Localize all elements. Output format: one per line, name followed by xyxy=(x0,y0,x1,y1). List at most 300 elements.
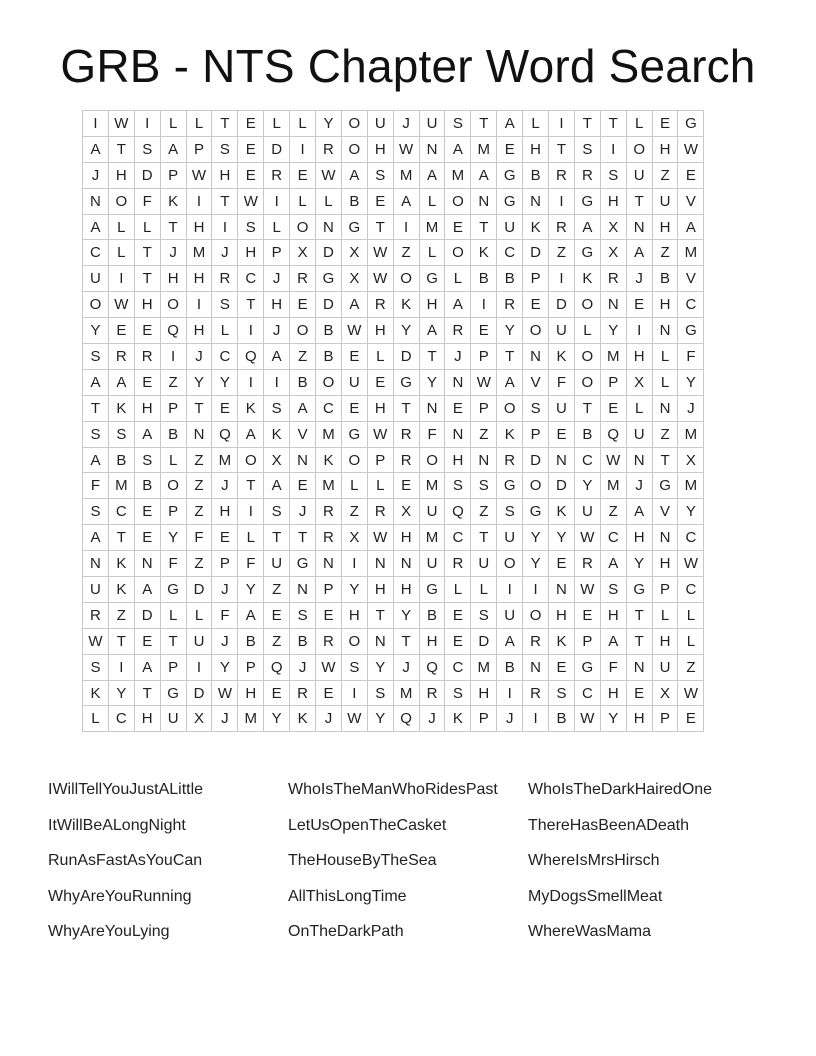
grid-cell: W xyxy=(341,706,367,732)
grid-cell: Z xyxy=(290,344,316,370)
grid-cell: H xyxy=(626,525,652,551)
grid-cell: W xyxy=(678,136,704,162)
grid-cell: S xyxy=(445,111,471,137)
grid-cell: B xyxy=(419,602,445,628)
grid-cell: X xyxy=(393,499,419,525)
grid-cell: J xyxy=(212,577,238,603)
grid-cell: Z xyxy=(652,421,678,447)
grid-cell: R xyxy=(290,680,316,706)
grid-cell: M xyxy=(678,421,704,447)
grid-cell: I xyxy=(186,654,212,680)
grid-cell: J xyxy=(212,473,238,499)
grid-cell: A xyxy=(419,318,445,344)
grid-cell: E xyxy=(290,473,316,499)
grid-cell: R xyxy=(574,162,600,188)
grid-cell: J xyxy=(264,266,290,292)
grid-cell: D xyxy=(186,680,212,706)
grid-cell: W xyxy=(238,188,264,214)
grid-cell: L xyxy=(186,111,212,137)
grid-cell: S xyxy=(264,499,290,525)
grid-cell: I xyxy=(549,266,575,292)
word-list-item: ItWillBeALongNight xyxy=(48,816,186,834)
grid-cell: K xyxy=(238,395,264,421)
page-title: GRB - NTS Chapter Word Search xyxy=(60,40,756,92)
grid-cell: P xyxy=(600,369,626,395)
grid-cell: H xyxy=(419,628,445,654)
grid-cell: L xyxy=(316,188,342,214)
grid-cell: S xyxy=(367,162,393,188)
grid-row xyxy=(83,680,704,706)
grid-cell: T xyxy=(264,525,290,551)
grid-cell: Y xyxy=(367,706,393,732)
grid-cell: K xyxy=(549,628,575,654)
grid-cell: Q xyxy=(445,499,471,525)
grid-cell: T xyxy=(600,111,626,137)
grid-cell: L xyxy=(652,369,678,395)
grid-cell: N xyxy=(83,188,109,214)
grid-cell: E xyxy=(523,292,549,318)
grid-cell: O xyxy=(341,136,367,162)
grid-cell: H xyxy=(626,706,652,732)
grid-cell: B xyxy=(316,318,342,344)
grid-cell: C xyxy=(445,525,471,551)
grid-cell: Z xyxy=(652,240,678,266)
grid-cell: L xyxy=(445,266,471,292)
grid-cell: T xyxy=(83,395,109,421)
grid-cell: A xyxy=(264,344,290,370)
grid-cell: T xyxy=(238,292,264,318)
grid-cell: J xyxy=(678,395,704,421)
grid-cell: M xyxy=(393,680,419,706)
grid-cell: I xyxy=(341,551,367,577)
grid-cell: T xyxy=(134,240,160,266)
grid-cell: J xyxy=(393,111,419,137)
grid-cell: A xyxy=(134,654,160,680)
grid-cell: O xyxy=(574,369,600,395)
grid-cell: H xyxy=(238,680,264,706)
grid-cell: R xyxy=(497,292,523,318)
grid-cell: O xyxy=(523,602,549,628)
grid-cell: S xyxy=(445,680,471,706)
grid-cell: O xyxy=(83,292,109,318)
grid-cell: Y xyxy=(186,369,212,395)
grid-cell: L xyxy=(83,706,109,732)
grid-cell: N xyxy=(652,525,678,551)
grid-cell: Q xyxy=(264,654,290,680)
grid-cell: A xyxy=(108,369,134,395)
grid-cell: B xyxy=(290,369,316,395)
grid-cell: E xyxy=(134,318,160,344)
grid-cell: O xyxy=(419,447,445,473)
grid-cell: Z xyxy=(264,628,290,654)
grid-cell: E xyxy=(678,162,704,188)
grid-cell: M xyxy=(212,447,238,473)
grid-cell: S xyxy=(549,680,575,706)
grid-cell: S xyxy=(264,395,290,421)
grid-cell: U xyxy=(652,654,678,680)
grid-cell: U xyxy=(626,162,652,188)
grid-cell: X xyxy=(290,240,316,266)
grid-cell: N xyxy=(134,551,160,577)
word-list-item: WhoIsTheManWhoRidesPast xyxy=(288,781,498,798)
grid-cell: S xyxy=(134,447,160,473)
grid-cell: V xyxy=(290,421,316,447)
grid-cell: H xyxy=(471,680,497,706)
grid-cell: H xyxy=(212,499,238,525)
grid-cell: M xyxy=(108,473,134,499)
grid-cell: N xyxy=(316,551,342,577)
grid-cell: G xyxy=(341,421,367,447)
grid-cell: G xyxy=(316,266,342,292)
grid-cell: Z xyxy=(264,577,290,603)
grid-cell: H xyxy=(367,136,393,162)
grid-cell: P xyxy=(186,136,212,162)
grid-cell: S xyxy=(574,136,600,162)
grid-cell: D xyxy=(264,136,290,162)
grid-cell: K xyxy=(445,706,471,732)
grid-cell: Z xyxy=(549,240,575,266)
grid-cell: Z xyxy=(678,654,704,680)
grid-cell: I xyxy=(264,369,290,395)
grid-cell: Y xyxy=(316,111,342,137)
grid-cell: H xyxy=(264,292,290,318)
grid-cell: G xyxy=(341,214,367,240)
grid-cell: W xyxy=(367,525,393,551)
grid-cell: T xyxy=(393,628,419,654)
grid-cell: M xyxy=(471,136,497,162)
grid-cell: E xyxy=(549,654,575,680)
grid-cell: G xyxy=(160,680,186,706)
grid-cell: X xyxy=(678,447,704,473)
grid-cell: T xyxy=(108,525,134,551)
word-list-item: WhoIsTheDarkHairedOne xyxy=(528,781,713,798)
grid-cell: A xyxy=(600,551,626,577)
grid-cell: A xyxy=(471,162,497,188)
grid-cell: C xyxy=(678,525,704,551)
grid-cell: M xyxy=(678,473,704,499)
grid-cell: I xyxy=(186,188,212,214)
grid-cell: W xyxy=(367,240,393,266)
grid-cell: U xyxy=(549,395,575,421)
grid-cell: N xyxy=(316,214,342,240)
grid-row xyxy=(83,551,704,577)
grid-cell: N xyxy=(626,654,652,680)
grid-cell: C xyxy=(678,292,704,318)
grid-cell: S xyxy=(83,421,109,447)
grid-cell: R xyxy=(445,551,471,577)
grid-cell: U xyxy=(497,525,523,551)
grid-cell: C xyxy=(574,680,600,706)
grid-cell: E xyxy=(678,706,704,732)
grid-cell: S xyxy=(83,654,109,680)
grid-cell: F xyxy=(678,344,704,370)
grid-cell: F xyxy=(134,188,160,214)
grid-cell: L xyxy=(160,602,186,628)
grid-cell: J xyxy=(290,499,316,525)
word-list-item: WhyAreYouRunning xyxy=(48,887,192,905)
grid-cell: H xyxy=(186,318,212,344)
grid-cell: Y xyxy=(264,706,290,732)
grid-cell: H xyxy=(186,266,212,292)
letter-grid xyxy=(82,110,704,732)
grid-cell: C xyxy=(574,447,600,473)
grid-cell: K xyxy=(83,680,109,706)
grid-cell: C xyxy=(445,654,471,680)
grid-cell: W xyxy=(367,421,393,447)
grid-cell: M xyxy=(445,162,471,188)
grid-cell: D xyxy=(134,602,160,628)
grid-cell: I xyxy=(264,188,290,214)
grid-cell: E xyxy=(549,551,575,577)
grid-cell: U xyxy=(626,421,652,447)
grid-cell: X xyxy=(626,369,652,395)
grid-cell: S xyxy=(523,395,549,421)
grid-cell: J xyxy=(626,266,652,292)
grid-cell: W xyxy=(574,577,600,603)
grid-cell: I xyxy=(497,577,523,603)
grid-cell: A xyxy=(341,292,367,318)
grid-cell: J xyxy=(419,706,445,732)
grid-cell: M xyxy=(238,706,264,732)
grid-cell: H xyxy=(549,602,575,628)
grid-cell: K xyxy=(393,292,419,318)
grid-cell: E xyxy=(471,318,497,344)
grid-cell: E xyxy=(652,111,678,137)
grid-cell: L xyxy=(134,214,160,240)
grid-cell: O xyxy=(445,188,471,214)
grid-cell: R xyxy=(134,344,160,370)
grid-cell: I xyxy=(549,111,575,137)
grid-cell: K xyxy=(160,188,186,214)
grid-cell: I xyxy=(626,318,652,344)
grid-cell: J xyxy=(316,706,342,732)
grid-cell: X xyxy=(341,266,367,292)
grid-row xyxy=(83,240,704,266)
grid-cell: U xyxy=(549,318,575,344)
grid-cell: N xyxy=(419,136,445,162)
grid-cell: O xyxy=(160,292,186,318)
grid-cell: Y xyxy=(393,602,419,628)
grid-row xyxy=(83,654,704,680)
grid-cell: L xyxy=(419,188,445,214)
grid-cell: A xyxy=(83,369,109,395)
grid-cell: T xyxy=(471,525,497,551)
grid-cell: R xyxy=(549,162,575,188)
grid-cell: R xyxy=(367,499,393,525)
grid-cell: S xyxy=(290,602,316,628)
grid-cell: I xyxy=(108,654,134,680)
grid-cell: H xyxy=(393,577,419,603)
grid-cell: K xyxy=(290,706,316,732)
grid-cell: T xyxy=(134,266,160,292)
grid-cell: H xyxy=(367,395,393,421)
grid-cell: E xyxy=(393,473,419,499)
grid-cell: R xyxy=(290,266,316,292)
grid-cell: E xyxy=(497,136,523,162)
grid-cell: A xyxy=(83,214,109,240)
grid-cell: T xyxy=(367,214,393,240)
grid-cell: L xyxy=(290,111,316,137)
grid-cell: B xyxy=(471,266,497,292)
word-list-item: AllThisLongTime xyxy=(288,887,407,905)
grid-cell: H xyxy=(367,318,393,344)
grid-cell: G xyxy=(678,318,704,344)
grid-cell: V xyxy=(523,369,549,395)
grid-cell: X xyxy=(652,680,678,706)
grid-cell: R xyxy=(316,525,342,551)
grid-cell: X xyxy=(600,240,626,266)
grid-cell: T xyxy=(212,188,238,214)
grid-cell: P xyxy=(160,395,186,421)
grid-cell: L xyxy=(419,240,445,266)
grid-cell: N xyxy=(549,577,575,603)
grid-cell: N xyxy=(652,395,678,421)
grid-cell: I xyxy=(108,266,134,292)
grid-cell: Y xyxy=(341,577,367,603)
grid-cell: K xyxy=(316,447,342,473)
grid-cell: N xyxy=(471,188,497,214)
grid-cell: F xyxy=(549,369,575,395)
grid-cell: G xyxy=(574,654,600,680)
grid-row xyxy=(83,628,704,654)
grid-cell: R xyxy=(497,447,523,473)
grid-cell: G xyxy=(497,473,523,499)
grid-cell: O xyxy=(341,628,367,654)
grid-cell: E xyxy=(316,680,342,706)
grid-cell: N xyxy=(523,188,549,214)
grid-cell: O xyxy=(393,266,419,292)
grid-row xyxy=(83,318,704,344)
grid-cell: N xyxy=(523,344,549,370)
grid-cell: S xyxy=(497,499,523,525)
grid-cell: I xyxy=(238,318,264,344)
grid-cell: A xyxy=(83,525,109,551)
grid-cell: L xyxy=(264,214,290,240)
grid-cell: I xyxy=(341,680,367,706)
grid-cell: H xyxy=(212,162,238,188)
grid-cell: W xyxy=(574,706,600,732)
grid-cell: P xyxy=(264,240,290,266)
grid-cell: O xyxy=(341,447,367,473)
grid-cell: W xyxy=(393,136,419,162)
grid-cell: D xyxy=(316,240,342,266)
grid-cell: E xyxy=(134,628,160,654)
grid-cell: S xyxy=(341,654,367,680)
word-list-item: RunAsFastAsYouCan xyxy=(48,852,203,869)
grid-cell: P xyxy=(523,266,549,292)
grid-cell: E xyxy=(264,680,290,706)
grid-cell: D xyxy=(471,628,497,654)
grid-cell: A xyxy=(678,214,704,240)
grid-cell: N xyxy=(393,551,419,577)
grid-cell: G xyxy=(290,551,316,577)
grid-cell: O xyxy=(497,551,523,577)
grid-cell: L xyxy=(678,628,704,654)
grid-cell: T xyxy=(549,136,575,162)
grid-cell: R xyxy=(367,292,393,318)
grid-cell: I xyxy=(212,214,238,240)
grid-cell: K xyxy=(108,395,134,421)
grid-cell: R xyxy=(549,214,575,240)
grid-cell: Y xyxy=(83,318,109,344)
grid-cell: N xyxy=(652,318,678,344)
grid-cell: M xyxy=(600,473,626,499)
grid-cell: D xyxy=(523,240,549,266)
grid-cell: H xyxy=(600,680,626,706)
grid-cell: H xyxy=(134,292,160,318)
grid-cell: E xyxy=(445,214,471,240)
grid-cell: L xyxy=(652,602,678,628)
grid-cell: A xyxy=(497,111,523,137)
grid-cell: U xyxy=(419,551,445,577)
grid-cell: C xyxy=(108,706,134,732)
grid-cell: C xyxy=(497,240,523,266)
grid-cell: Z xyxy=(186,499,212,525)
grid-cell: D xyxy=(186,577,212,603)
grid-cell: Y xyxy=(212,654,238,680)
grid-cell: E xyxy=(134,499,160,525)
grid-cell: L xyxy=(160,447,186,473)
grid-cell: Z xyxy=(471,421,497,447)
grid-cell: U xyxy=(367,111,393,137)
grid-cell: J xyxy=(290,654,316,680)
grid-cell: A xyxy=(238,602,264,628)
grid-cell: R xyxy=(264,162,290,188)
grid-cell: K xyxy=(471,240,497,266)
grid-cell: A xyxy=(497,369,523,395)
grid-cell: B xyxy=(108,447,134,473)
grid-cell: G xyxy=(393,369,419,395)
grid-cell: S xyxy=(108,421,134,447)
grid-cell: E xyxy=(264,602,290,628)
grid-cell: H xyxy=(134,395,160,421)
grid-cell: S xyxy=(83,344,109,370)
grid-cell: E xyxy=(574,602,600,628)
grid-cell: E xyxy=(238,136,264,162)
grid-cell: F xyxy=(160,551,186,577)
grid-cell: C xyxy=(83,240,109,266)
grid-cell: Z xyxy=(652,162,678,188)
grid-cell: O xyxy=(160,473,186,499)
grid-cell: J xyxy=(160,240,186,266)
grid-cell: N xyxy=(186,421,212,447)
grid-cell: Z xyxy=(186,473,212,499)
grid-cell: I xyxy=(471,292,497,318)
grid-cell: I xyxy=(523,577,549,603)
grid-cell: A xyxy=(393,188,419,214)
grid-cell: P xyxy=(212,551,238,577)
grid-cell: I xyxy=(549,188,575,214)
grid-row xyxy=(83,136,704,162)
grid-cell: A xyxy=(83,447,109,473)
grid-cell: I xyxy=(238,369,264,395)
grid-cell: I xyxy=(238,499,264,525)
grid-cell: P xyxy=(160,499,186,525)
grid-cell: A xyxy=(497,628,523,654)
grid-cell: N xyxy=(626,214,652,240)
word-list-item: ThereHasBeenADeath xyxy=(528,816,689,834)
grid-cell: Y xyxy=(600,318,626,344)
grid-cell: Q xyxy=(393,706,419,732)
grid-cell: Q xyxy=(160,318,186,344)
grid-cell: S xyxy=(471,473,497,499)
grid-cell: G xyxy=(419,266,445,292)
grid-cell: O xyxy=(626,136,652,162)
grid-cell: M xyxy=(316,421,342,447)
grid-cell: E xyxy=(626,680,652,706)
grid-cell: B xyxy=(316,344,342,370)
grid-cell: I xyxy=(393,214,419,240)
